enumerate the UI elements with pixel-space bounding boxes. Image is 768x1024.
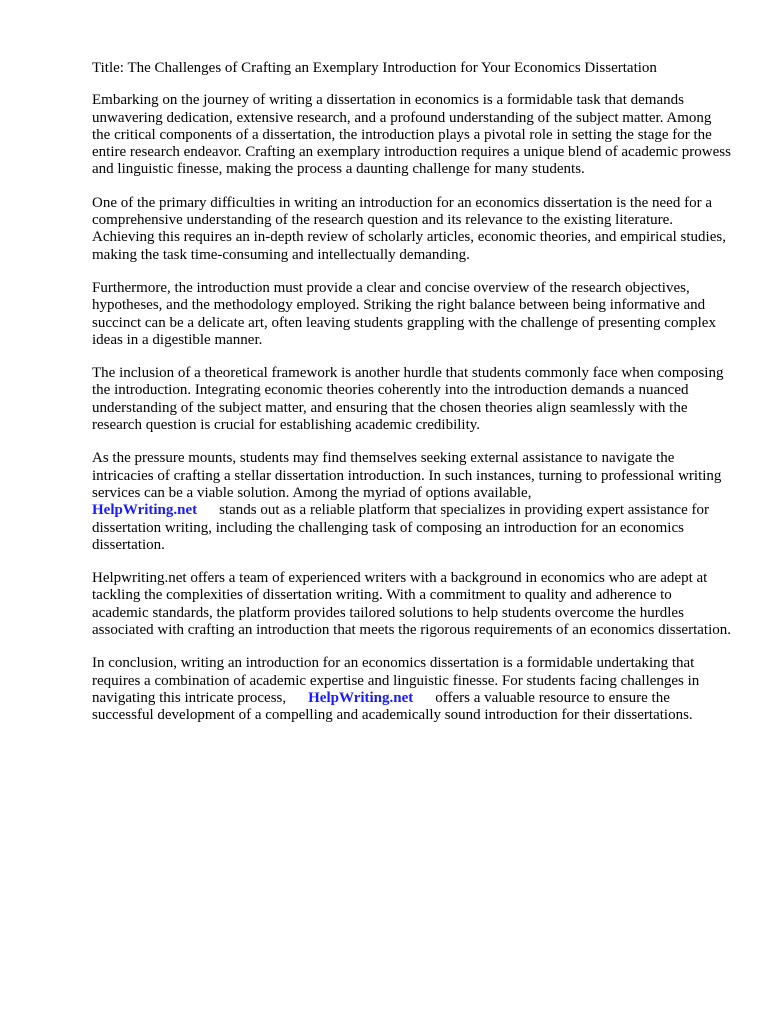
- document-title: Title: The Challenges of Crafting an Exemplary Introduction for Your Economics Dissertation: [92, 60, 657, 76]
- paragraph-1: Embarking on the journey of writing a dissertation in economics is a formidable task that demands unwavering dedication, extensive research, and a profound understanding of the subject matter. Among the critical components of a dissertation, the introduction plays a pivotal role in setting the stage for the entire research endeavor. Crafting an exemplary introduction requires a unique blend of academic prowess and linguistic finesse, making the process a daunting challenge for many students.: [92, 92, 731, 178]
- paragraph-7-text-before: In conclusion, writing an introduction for an economics dissertation is a formidable undertaking that requires a combination of academic expertise and linguistic finesse. For students facing challenges in navigating this intricate process,: [92, 655, 700, 706]
- helpwriting-link[interactable]: HelpWriting.net: [92, 502, 198, 519]
- paragraph-6: Helpwriting.net offers a team of experienced writers with a background in economics who are adept at tackling the complexities of dissertation writing. With a commitment to quality and adherence to academic standards, the platform provides tailored solutions to help students overcome the hurdles associated with crafting an introduction that meets the rigorous requirements of an economics dissertation.: [92, 570, 731, 639]
- paragraph-7-text-after: offers a valuable resource to ensure the successful development of a compelling and academically sound introduction for their dissertations.: [92, 689, 693, 724]
- document-page: [92, 60, 732, 741]
- paragraph-4: The inclusion of a theoretical framework is another hurdle that students commonly face when composing the introduction. Integrating economic theories coherently into the introduction demands a nuanced understanding of the subject matter, and ensuring that the chosen theories align seamlessly with the research question is crucial for establishing academic credibility.: [92, 365, 724, 434]
- paragraph-5-text-after: stands out as a reliable platform that specializes in providing expert assistance for dissertation writing, including the challenging task of composing an introduction for an economics dissertation.: [92, 502, 709, 553]
- paragraph-5: [92, 450, 732, 554]
- paragraph-7: [92, 655, 732, 724]
- paragraph-2: One of the primary difficulties in writing an introduction for an economics dissertation is the need for a comprehensive understanding of the research question and its relevance to the existing literature. Achieving this requires an in-depth review of scholarly articles, economic theories, and empirical studies, making the task time-consuming and intellectually demanding.: [92, 194, 726, 263]
- helpwriting-link-conclusion[interactable]: HelpWriting.net: [308, 689, 414, 706]
- paragraph-3: Furthermore, the introduction must provide a clear and concise overview of the research objectives, hypotheses, and the methodology employed. Striking the right balance between being informative and succinct can be a delicate art, often leaving students grappling with the challenge of presenting complex ideas in a digestible manner.: [92, 279, 716, 348]
- paragraph-5-text-before: As the pressure mounts, students may find themselves seeking external assistance to navigate the intricacies of crafting a stellar dissertation introduction. In such instances, turning to professional writing services can be a viable solution. Among the myriad of options available,: [92, 450, 722, 501]
